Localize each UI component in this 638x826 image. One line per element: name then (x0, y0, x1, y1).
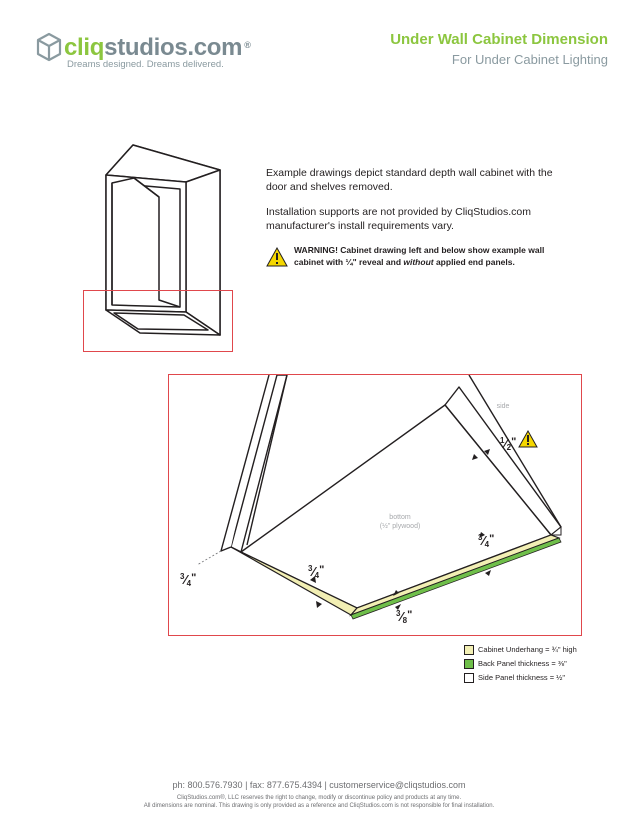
logo-cube-icon (36, 32, 62, 62)
warning-emphasis: without (403, 257, 434, 267)
logo-registered-mark: ® (244, 40, 251, 50)
dim-left-edge: $^3$⁄4" (180, 572, 197, 588)
legend-swatch-back-panel (464, 659, 474, 669)
document-title: Under Wall Cabinet Dimension (390, 31, 608, 48)
warning-icon (266, 247, 288, 267)
footer-contact: ph: 800.576.7930 | fax: 877.675.4394 | customerservice@cliqstudios.com (172, 780, 466, 790)
document-subtitle: For Under Cabinet Lighting (451, 52, 608, 67)
bottom-note-label: (½" plywood) (379, 523, 421, 530)
footer-legal-1: CliqStudios.com®, LLC reserves the right to change, modify or discontinue policy and products at any time. (176, 795, 462, 801)
dim-side-reveal: $^1$⁄2" (500, 436, 517, 452)
intro-paragraph-1: Example drawings depict standard depth wall cabinet with the door and shelves removed. (266, 167, 553, 193)
side-label: side (496, 403, 510, 410)
legend-item-underhang: Cabinet Underhang = ¾" high (464, 645, 577, 655)
side-warning-icon (518, 430, 538, 448)
detail-highlight-box (83, 290, 233, 352)
bottom-label: bottom (389, 514, 411, 521)
legend-swatch-side-panel (464, 673, 474, 683)
cabinet-bottom-detail-drawing (169, 375, 579, 633)
dim-back-bottom: $^3$⁄4" (478, 533, 495, 549)
logo-wordmark (64, 34, 251, 62)
logo-suffix: studios.com (104, 34, 243, 61)
dim-back-panel: $^3$⁄8" (396, 609, 413, 625)
tagline: Dreams designed. Dreams delivered. (67, 59, 224, 70)
logo-prefix: cliq (64, 34, 105, 61)
footer-legal-2: All dimensions are nominal. This drawing is only provided as a reference and CliqStudios.com is not responsible for final installation. (143, 803, 495, 809)
warning-prefix: WARNING! Cabinet drawing left and below show example wall cabinet with ¼" reveal and (294, 245, 545, 267)
legend-item-back-panel: Back Panel thickness = ⅜" (464, 659, 567, 669)
intro-paragraph-2: Installation supports are not provided by CliqStudios.com manufacturer's install requirements vary. (266, 206, 531, 232)
warning-text (294, 244, 554, 268)
dim-front-bottom: $^3$⁄4" (308, 564, 325, 580)
warning-suffix: applied end panels. (433, 257, 515, 267)
legend-swatch-underhang (464, 645, 474, 655)
legend-item-side-panel: Side Panel thickness = ½" (464, 673, 565, 683)
